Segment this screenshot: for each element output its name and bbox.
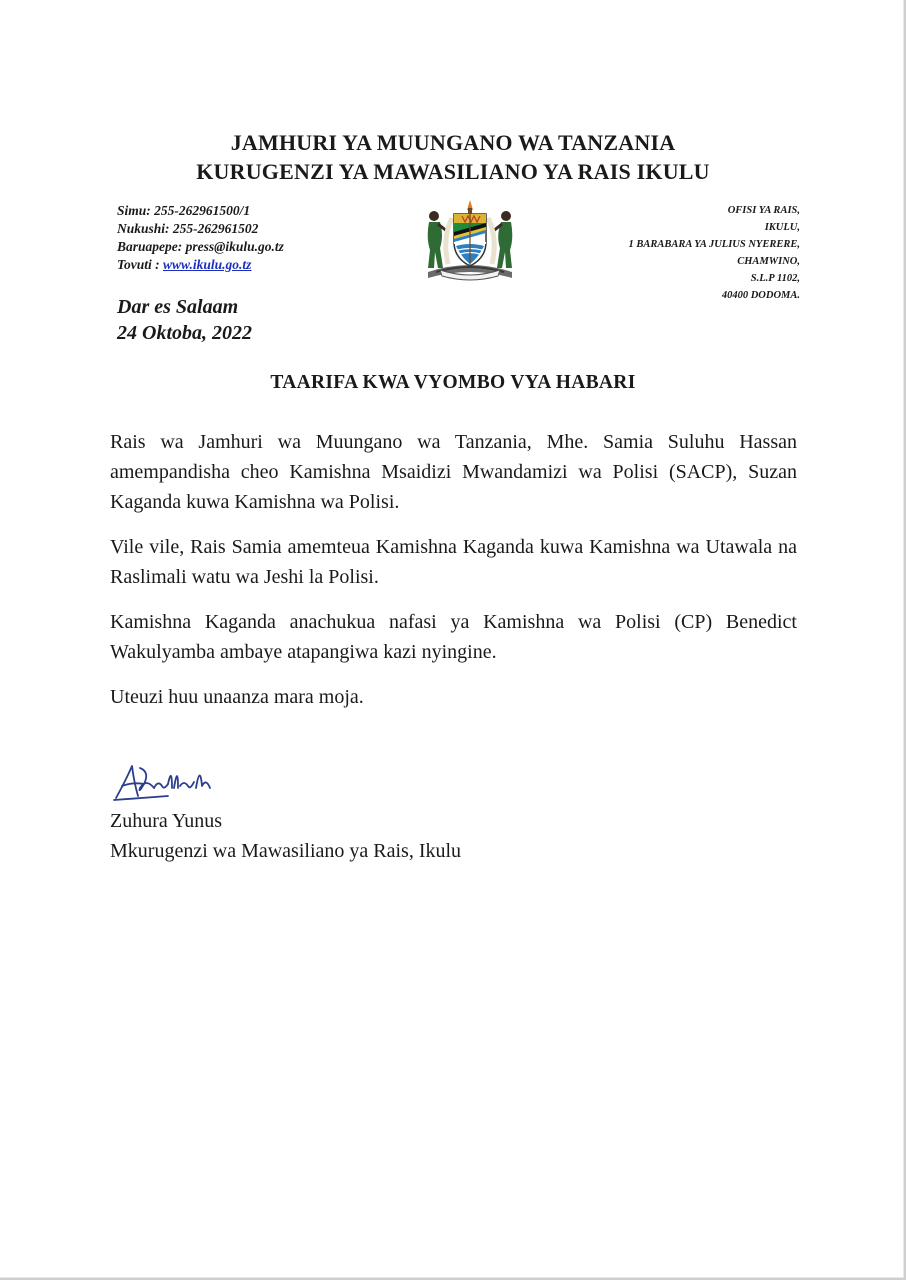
date-text: 24 Oktoba, 2022 — [117, 322, 252, 344]
address-line: 1 BARABARA YA JULIUS NYERERE, — [628, 239, 800, 250]
address-line: CHAMWINO, — [737, 256, 800, 267]
letterhead-line-1: JAMHURI YA MUUNGANO WA TANZANIA — [230, 130, 676, 155]
body-paragraph: Vile vile, Rais Samia amemteua Kamishna Kaganda kuwa Kamishna wa Utawala na Raslimali watu wa Jeshi la Polisi. — [110, 536, 797, 588]
document-title: TAARIFA KWA VYOMBO VYA HABARI — [270, 372, 636, 393]
website-row — [117, 256, 284, 274]
handwritten-signature-icon — [110, 758, 230, 806]
signer-name: Zuhura Yunus — [110, 810, 223, 832]
letterhead-line-2: KURUGENZI YA MAWASILIANO YA RAIS IKULU — [196, 159, 710, 184]
email-text: Baruapepe: press@ikulu.go.tz — [117, 239, 284, 254]
contact-details — [117, 202, 284, 274]
body-paragraph: Uteuzi huu unaanza mara moja. — [110, 686, 364, 708]
website-label: Tovuti : — [117, 257, 164, 272]
letterhead — [0, 128, 906, 186]
address-line: 40400 DODOMA. — [721, 290, 800, 301]
postal-address — [629, 202, 800, 304]
fax-text: Nukushi: 255-262961502 — [117, 221, 259, 236]
coat-of-arms-icon — [418, 192, 522, 282]
signer-position: Mkurugenzi wa Mawasiliano ya Rais, Ikulu — [110, 840, 462, 862]
website-link[interactable]: www.ikulu.go.tz — [163, 257, 252, 272]
address-line: S.L.P 1102, — [750, 273, 800, 284]
body-paragraph: Kamishna Kaganda anachukua nafasi ya Kamishna wa Polisi (CP) Benedict Wakulyamba ambaye atapangiwa kazi nyingine. — [110, 611, 797, 663]
signer-block — [110, 806, 461, 866]
place-and-date — [117, 294, 252, 346]
body-paragraph: Rais wa Jamhuri wa Muungano wa Tanzania, Mhe. Samia Suluhu Hassan amempandisha cheo Kamishna Msaidizi Mwandamizi wa Polisi (SACP), Suzan Kaganda kuwa Kamishna wa Polisi. — [110, 431, 797, 513]
address-line: OFISI YA RAIS, — [727, 205, 800, 216]
document-body — [110, 427, 797, 727]
phone-text: Simu: 255-262961500/1 — [117, 203, 251, 218]
place-text: Dar es Salaam — [117, 296, 239, 318]
address-line: IKULU, — [764, 222, 800, 233]
